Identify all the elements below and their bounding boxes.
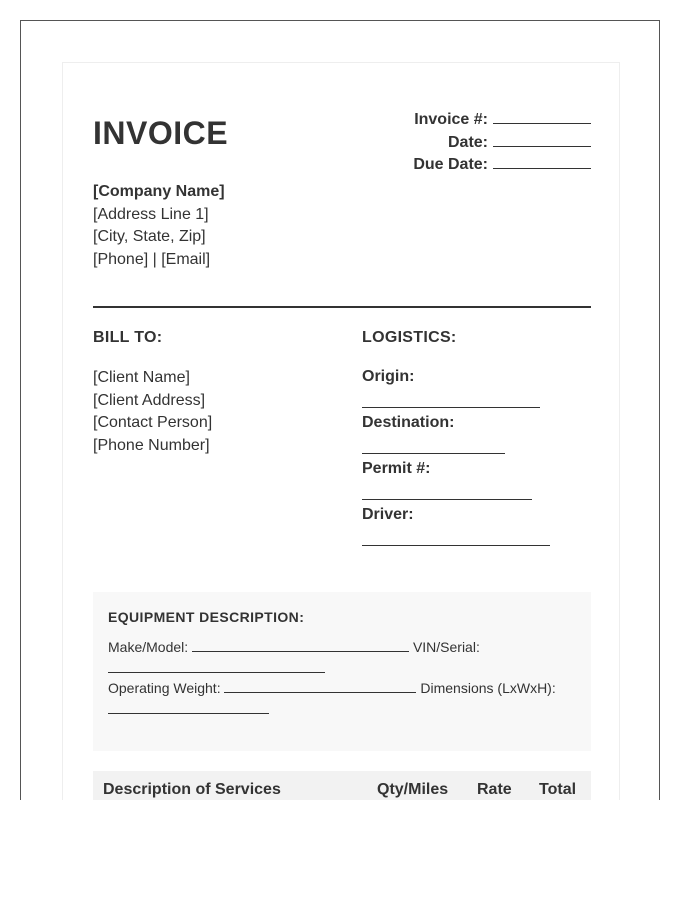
invoice-sheet xyxy=(62,62,620,800)
col-description: Description of Services xyxy=(103,781,281,798)
date-blank xyxy=(493,134,591,147)
destination-label: Destination: xyxy=(362,414,455,431)
company-name: [Company Name] xyxy=(93,183,225,200)
operating-weight-blank xyxy=(224,680,416,693)
bill-to-section xyxy=(93,329,212,457)
equipment-section xyxy=(93,592,591,751)
origin-field xyxy=(362,367,592,408)
invoice-number-label: Invoice #: xyxy=(414,111,488,128)
destination-field xyxy=(362,413,592,454)
due-date-blank xyxy=(493,156,591,169)
invoice-number-row xyxy=(413,109,591,132)
client-name: [Client Name] xyxy=(93,369,190,386)
company-address: [Address Line 1] xyxy=(93,205,209,223)
driver-blank xyxy=(362,525,550,546)
logistics-section xyxy=(362,329,592,551)
col-total: Total xyxy=(539,781,577,798)
driver-label: Driver: xyxy=(362,506,414,523)
phone-number: [Phone Number] xyxy=(93,436,210,454)
invoice-title: INVOICE xyxy=(93,115,229,151)
permit-blank xyxy=(362,479,532,500)
date-label: Date: xyxy=(447,133,488,151)
vin-serial-blank xyxy=(108,660,325,673)
invoice-number-blank xyxy=(493,111,591,124)
date-row xyxy=(413,132,591,155)
contact-person: [Contact Person] xyxy=(93,414,213,431)
page-frame xyxy=(20,20,660,800)
origin-label: Origin: xyxy=(362,368,415,385)
permit-field xyxy=(362,459,592,500)
due-date-label: Due Date: xyxy=(413,156,488,173)
dimensions-blank xyxy=(108,701,269,714)
due-date-row xyxy=(413,154,591,177)
bill-to-lines xyxy=(93,367,212,457)
destination-blank xyxy=(362,433,505,454)
services-table-header xyxy=(93,771,591,800)
origin-blank xyxy=(362,387,540,408)
equipment-body xyxy=(108,637,576,719)
vin-serial-label: VIN/Serial: xyxy=(412,639,480,655)
company-city: [City, State, Zip] xyxy=(93,228,206,245)
header-divider xyxy=(93,306,591,308)
invoice-meta xyxy=(413,109,591,177)
client-address: [Client Address] xyxy=(93,391,206,409)
driver-field xyxy=(362,505,592,546)
company-contact: [Phone] | [Email] xyxy=(93,250,211,268)
dimensions-label: Dimensions (LxWxH): xyxy=(420,680,556,696)
bill-to-heading: BILL TO: xyxy=(93,329,163,346)
col-rate: Rate xyxy=(477,781,512,798)
operating-weight-label: Operating Weight: xyxy=(108,680,221,696)
make-model-blank xyxy=(192,639,409,652)
logistics-heading: LOGISTICS: xyxy=(362,329,457,346)
make-model-label: Make/Model: xyxy=(108,639,189,655)
equipment-heading: EQUIPMENT DESCRIPTION: xyxy=(108,609,305,625)
col-qty-miles: Qty/Miles xyxy=(377,781,449,798)
permit-label: Permit #: xyxy=(362,460,431,477)
company-block xyxy=(93,181,225,271)
